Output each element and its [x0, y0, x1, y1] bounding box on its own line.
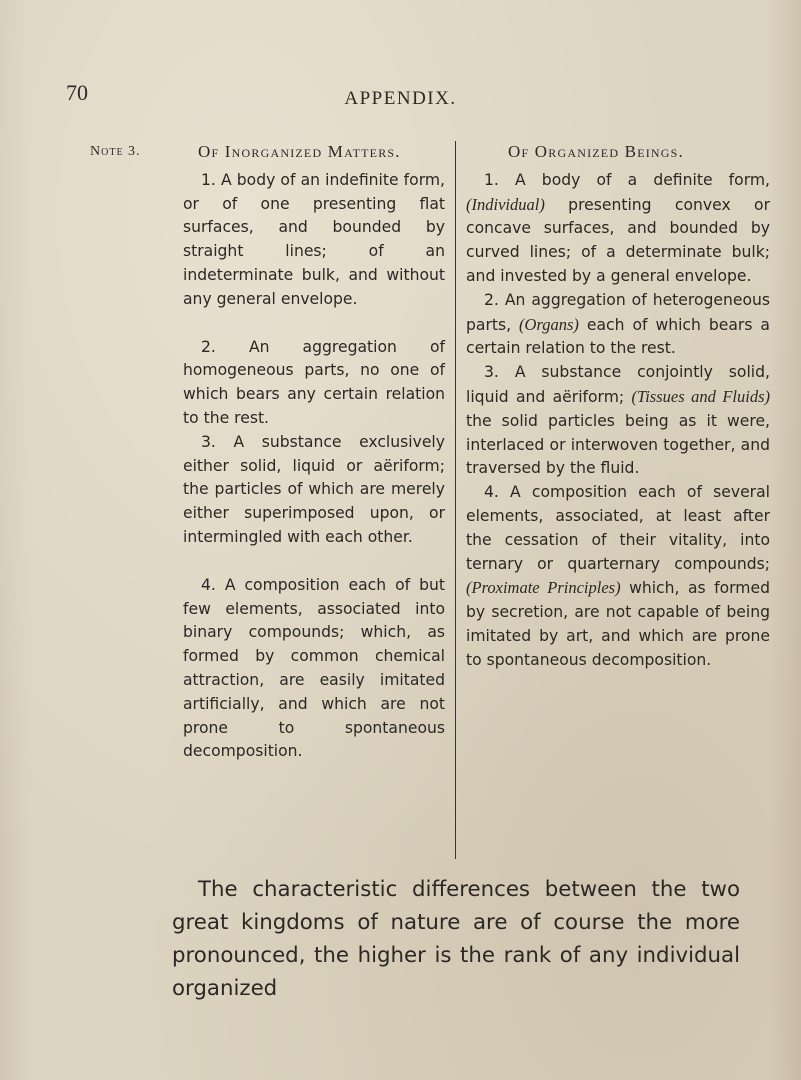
left-item-3: 3. A substance exclusively either solid, liquid or aëriform; the particles of which are merely either superimposed upon, or intermingled with each other.: [183, 432, 445, 546]
right-item-1: 1. A body of a definite form, (Individual) presenting convex or concave surfaces, and bounded by curved lines; of a determinate bulk; and invested by a general envelope.: [466, 170, 770, 285]
bottom-text: The characteristic differences between the two great kingdoms of nature are of course the more pronounced, the higher is the rank of any individual organized: [172, 877, 740, 1001]
left-item-1: 1. A body of an indefinite form, or of one presenting flat surfaces, and bounded by straight lines; of an indeterminate bulk, and without any general envelope.: [183, 170, 445, 308]
bottom-paragraph: [172, 873, 740, 1005]
right-item-3: 3. A substance conjointly solid, liquid and aëriform; (Tissues and Fluids) the solid particles being as it were, interlaced or interwoven together, and traversed by the fluid.: [466, 363, 770, 478]
right-column-heading: Of Organized Beings.: [508, 142, 684, 161]
left-column-heading: Of Inorganized Matters.: [198, 142, 401, 161]
right-column: [466, 140, 770, 673]
right-item-4: 4. A composition each of several elements, associated, at least after the cessation of their vitality, into ternary or quarternary compounds; (Proximate Principles) which, as formed by secretion, are not capable of being imitated by art, and which are prone to spontaneous decomposition.: [466, 483, 770, 669]
note-label: Note 3.: [90, 144, 141, 159]
term-proximate-principles: (Proximate Principles): [466, 578, 621, 598]
right-item-2: 2. An aggregation of heterogeneous parts, (Organs) each of which bears a certain relation to the rest.: [466, 290, 770, 358]
running-head: APPENDIX.: [344, 88, 457, 109]
term-individual: (Individual): [466, 194, 545, 214]
term-tissues-and-fluids: (Tissues and Fluids): [631, 386, 770, 406]
page-number: 70: [66, 80, 88, 105]
column-divider: [455, 141, 456, 859]
left-item-4: 4. A composition each of but few elements, associated into binary compounds; which, as formed by common chemical attraction, are easily imitated artificially, and which are not prone to spontaneous decomposition.: [183, 575, 445, 761]
left-column: [183, 140, 445, 764]
left-item-2: 2. An aggregation of homogeneous parts, no one of which bears any certain relation to the rest.: [183, 337, 445, 427]
term-organs: (Organs): [519, 314, 579, 334]
